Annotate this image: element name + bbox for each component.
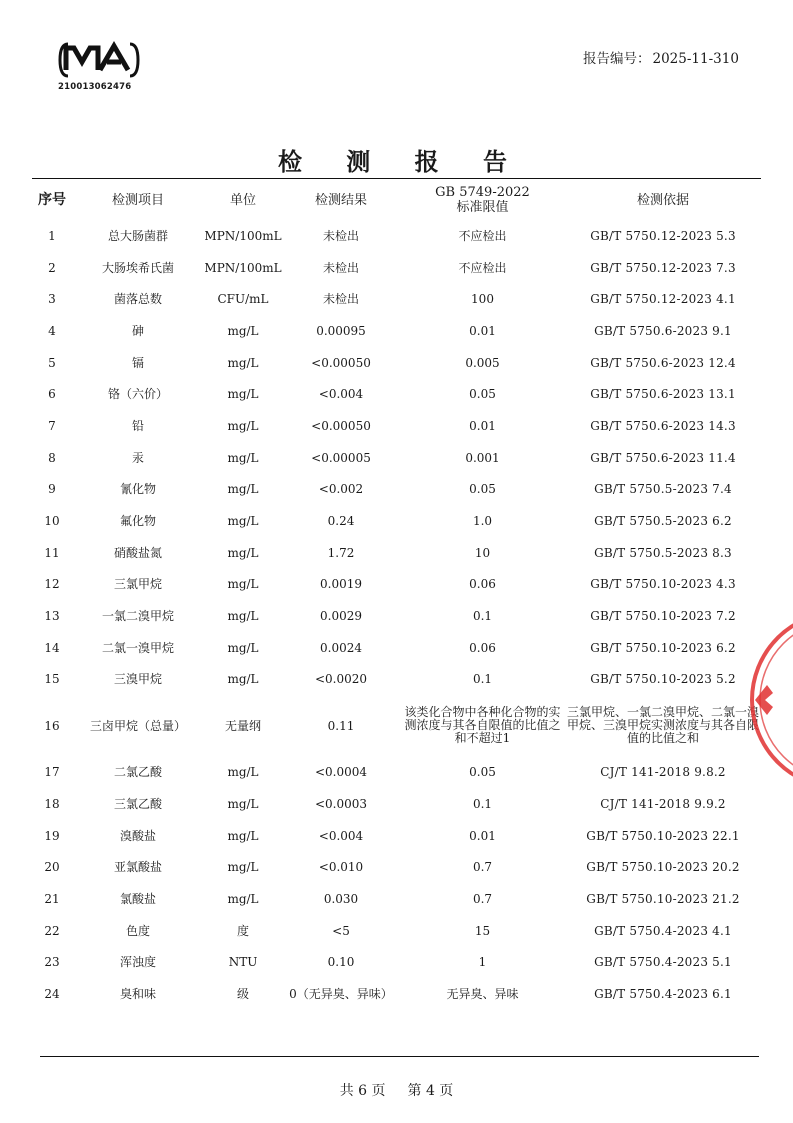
cell-result: 0.0019 — [320, 577, 362, 592]
cell-result: <0.0020 — [314, 672, 368, 687]
cell-seq: 2 — [48, 260, 56, 275]
cell-limit: 0.7 — [472, 860, 493, 875]
cell-basis: GB/T 5750.10-2023 7.2 — [590, 609, 736, 624]
table-row — [32, 474, 761, 506]
cell-seq: 1 — [48, 228, 56, 243]
report-number-label: 报告编号： — [583, 51, 651, 67]
cell-result: 未检出 — [322, 228, 359, 243]
cell-unit: mg/L — [227, 891, 259, 906]
cell-basis: GB/T 5750.5-2023 6.2 — [594, 514, 732, 529]
page-footer — [0, 1080, 793, 1100]
cell-unit: MPN/100mL — [204, 228, 282, 243]
cell-unit: CFU/mL — [217, 292, 269, 307]
cell-limit: 1 — [478, 955, 487, 970]
cell-item: 一氯二溴甲烷 — [101, 609, 174, 624]
cell-item: 菌落总数 — [113, 292, 162, 307]
table-row — [32, 883, 761, 915]
table-header-row — [32, 180, 761, 220]
cell-item: 三氯乙酸 — [113, 796, 162, 811]
cell-result: 未检出 — [322, 292, 359, 307]
cell-basis: GB/T 5750.4-2023 5.1 — [594, 955, 732, 970]
cell-result: 0.24 — [327, 514, 355, 529]
cell-item: 氰化物 — [119, 482, 156, 497]
cell-limit: 0.01 — [469, 323, 496, 338]
cell-seq: 22 — [44, 923, 60, 938]
table-row — [32, 946, 761, 978]
cell-basis: GB/T 5750.6-2023 9.1 — [594, 323, 732, 338]
cell-limit: 0.1 — [472, 672, 493, 687]
cell-item: 色度 — [125, 923, 150, 938]
cell-seq: 8 — [48, 450, 56, 465]
cell-basis: GB/T 5750.10-2023 6.2 — [590, 640, 736, 655]
cell-item: 亚氯酸盐 — [113, 860, 162, 875]
cell-basis — [565, 695, 761, 756]
cell-unit: 度 — [236, 923, 249, 938]
cell-item: 浑浊度 — [119, 955, 156, 970]
cell-item: 总大肠菌群 — [107, 228, 168, 243]
cell-basis: GB/T 5750.4-2023 4.1 — [594, 923, 732, 938]
cell-limit: 0.06 — [469, 640, 496, 655]
cell-result: <0.004 — [318, 828, 364, 843]
total-pages: 共 6 页 — [339, 1083, 386, 1099]
header-item: 检测项目 — [111, 192, 164, 208]
cell-unit: mg/L — [227, 609, 259, 624]
cell-item: 二氯一溴甲烷 — [101, 640, 174, 655]
table-row — [32, 600, 761, 632]
table-row — [32, 756, 761, 788]
red-seal-stamp — [745, 605, 793, 795]
cell-unit: mg/L — [227, 860, 259, 875]
table-row — [32, 695, 761, 756]
cell-item: 三溴甲烷 — [113, 672, 162, 687]
header-unit: 单位 — [229, 192, 256, 208]
cell-unit: mg/L — [227, 450, 259, 465]
cell-unit: mg/L — [227, 765, 259, 780]
cell-seq: 14 — [44, 640, 60, 655]
cell-item: 三氯甲烷 — [113, 577, 162, 592]
cell-basis: GB/T 5750.10-2023 4.3 — [590, 577, 736, 592]
cell-unit: mg/L — [227, 545, 259, 560]
cell-limit: 0.1 — [472, 609, 493, 624]
table-row — [32, 315, 761, 347]
cell-unit: MPN/100mL — [204, 260, 282, 275]
cell-result: 未检出 — [322, 260, 359, 275]
report-number-value: 2025-11-310 — [652, 51, 739, 67]
cell-limit: 0.01 — [469, 418, 496, 433]
cell-basis: GB/T 5750.10-2023 21.2 — [586, 891, 740, 906]
cell-result: 0.11 — [327, 718, 355, 733]
cell-item: 溴酸盐 — [119, 828, 156, 843]
cell-result: <0.00050 — [311, 418, 371, 433]
cell-result: 0.10 — [327, 955, 355, 970]
cell-limit: 0.1 — [472, 796, 493, 811]
cell-item: 二氯乙酸 — [113, 765, 162, 780]
cell-seq: 15 — [44, 672, 60, 687]
cell-unit: mg/L — [227, 482, 259, 497]
cell-basis: CJ/T 141-2018 9.8.2 — [600, 765, 726, 780]
cell-limit: 100 — [471, 292, 494, 307]
header-basis: 检测依据 — [636, 192, 689, 208]
page-title: 检 测 报 告 — [277, 147, 526, 176]
cell-limit: 0.05 — [469, 387, 496, 402]
header-rule — [32, 178, 761, 179]
cell-result: <0.00005 — [311, 450, 371, 465]
table-row — [32, 632, 761, 664]
cell-basis: GB/T 5750.5-2023 7.4 — [594, 482, 732, 497]
cell-limit: 无异臭、异味 — [446, 986, 519, 1001]
cell-limit: 1.0 — [472, 514, 493, 529]
table-row — [32, 505, 761, 537]
cell-limit: 0.005 — [465, 355, 500, 370]
cell-unit: mg/L — [227, 514, 259, 529]
cell-seq: 4 — [48, 323, 56, 338]
cell-item: 汞 — [131, 450, 144, 465]
cell-limit: 15 — [474, 923, 491, 938]
cell-result: <5 — [332, 923, 350, 938]
cell-unit: NTU — [228, 955, 258, 970]
table-row — [32, 252, 761, 284]
table-row — [32, 978, 761, 1010]
report-number — [583, 47, 739, 67]
cell-item: 镉 — [131, 355, 144, 370]
cell-result: 0.0024 — [320, 640, 362, 655]
cell-basis: GB/T 5750.4-2023 6.1 — [594, 986, 732, 1001]
cell-seq: 24 — [44, 986, 60, 1001]
table-row — [32, 788, 761, 820]
header-standard-code: GB 5749-2022 — [435, 185, 530, 200]
cell-item: 三卤甲烷（总量） — [89, 718, 186, 733]
cell-basis: GB/T 5750.6-2023 11.4 — [590, 450, 736, 465]
cell-seq: 21 — [44, 891, 60, 906]
cell-item: 铅 — [131, 418, 144, 433]
cell-item: 硝酸盐氮 — [113, 545, 162, 560]
table-row — [32, 820, 761, 852]
cell-limit-text: 该类化合物中各种化合物的实测浓度与其各自限值的比值之和不超过1 — [404, 705, 561, 746]
cell-seq: 20 — [44, 860, 60, 875]
cell-seq: 5 — [48, 355, 56, 370]
cell-unit: mg/L — [227, 796, 259, 811]
cell-limit: 0.01 — [469, 828, 496, 843]
cell-seq: 13 — [44, 609, 60, 624]
footer-rule — [40, 1056, 759, 1057]
cell-result: <0.0004 — [314, 765, 368, 780]
table-row — [32, 851, 761, 883]
cell-limit: 不应检出 — [458, 260, 507, 275]
results-table — [32, 180, 761, 1010]
cma-logo — [58, 40, 140, 100]
cell-result: <0.004 — [318, 387, 364, 402]
cell-item: 砷 — [131, 323, 144, 338]
cell-seq: 19 — [44, 828, 60, 843]
table-body — [32, 220, 761, 1010]
cell-limit: 0.7 — [472, 891, 493, 906]
cell-seq: 9 — [48, 482, 56, 497]
header-result: 检测结果 — [314, 192, 367, 208]
cell-item: 铬（六价） — [107, 387, 168, 402]
table-row — [32, 664, 761, 696]
cell-basis: GB/T 5750.10-2023 20.2 — [586, 860, 740, 875]
cell-seq: 12 — [44, 577, 60, 592]
cell-basis: CJ/T 141-2018 9.9.2 — [600, 796, 726, 811]
table-row — [32, 569, 761, 601]
cell-seq: 3 — [48, 292, 56, 307]
cell-limit: 不应检出 — [458, 228, 507, 243]
cell-limit: 0.06 — [469, 577, 496, 592]
cma-certificate-number: 210013062476 — [58, 82, 132, 92]
cell-result: <0.00050 — [311, 355, 371, 370]
cell-basis: GB/T 5750.10-2023 5.2 — [590, 672, 736, 687]
cell-result: <0.0003 — [314, 796, 368, 811]
cell-basis: GB/T 5750.12-2023 7.3 — [590, 260, 736, 275]
table-row — [32, 220, 761, 252]
cell-unit: mg/L — [227, 418, 259, 433]
current-page: 第 4 页 — [407, 1083, 454, 1099]
cell-result: 0.00095 — [316, 323, 366, 338]
cell-unit: mg/L — [227, 323, 259, 338]
cell-basis: GB/T 5750.12-2023 5.3 — [590, 228, 736, 243]
header-standard-label: 标准限值 — [456, 200, 509, 215]
cell-result: 1.72 — [327, 545, 355, 560]
cell-seq: 16 — [44, 718, 60, 733]
cell-seq: 7 — [48, 418, 56, 433]
cell-seq: 11 — [44, 545, 60, 560]
cell-unit: 无量纲 — [224, 718, 261, 733]
cell-result: <0.010 — [318, 860, 364, 875]
cell-result: 0（无异臭、异味） — [289, 986, 393, 1001]
cell-seq: 23 — [44, 955, 60, 970]
header-seq: 序号 — [38, 191, 66, 208]
cell-unit: 级 — [236, 986, 249, 1001]
cell-item: 氯酸盐 — [119, 891, 156, 906]
cell-limit: 0.05 — [469, 765, 496, 780]
cell-basis-text: 三氯甲烷、一氯二溴甲烷、二氯一溴甲烷、三溴甲烷实测浓度与其各自限值的比值之和 — [567, 705, 760, 746]
cell-unit: mg/L — [227, 672, 259, 687]
cell-basis: GB/T 5750.6-2023 12.4 — [590, 355, 736, 370]
cma-logo-mark — [58, 40, 140, 80]
cell-limit — [400, 695, 565, 756]
cell-result: <0.002 — [318, 482, 364, 497]
table-row — [32, 537, 761, 569]
cell-result: 0.0029 — [320, 609, 362, 624]
cell-unit: mg/L — [227, 577, 259, 592]
cell-unit: mg/L — [227, 640, 259, 655]
cell-basis: GB/T 5750.5-2023 8.3 — [594, 545, 732, 560]
table-row — [32, 410, 761, 442]
cell-limit: 0.001 — [465, 450, 500, 465]
table-row — [32, 283, 761, 315]
table-row — [32, 915, 761, 947]
cell-seq: 17 — [44, 765, 60, 780]
cell-unit: mg/L — [227, 828, 259, 843]
cell-unit: mg/L — [227, 355, 259, 370]
cell-seq: 18 — [44, 796, 60, 811]
table-row — [32, 378, 761, 410]
cell-basis: GB/T 5750.10-2023 22.1 — [586, 828, 740, 843]
cell-basis: GB/T 5750.6-2023 14.3 — [590, 418, 736, 433]
table-row — [32, 347, 761, 379]
cell-basis: GB/T 5750.6-2023 13.1 — [590, 387, 736, 402]
cell-basis: GB/T 5750.12-2023 4.1 — [590, 292, 736, 307]
header-standard — [400, 180, 565, 220]
cell-limit: 10 — [474, 545, 491, 560]
cell-result: 0.030 — [323, 891, 359, 906]
cell-item: 大肠埃希氏菌 — [101, 260, 174, 275]
table-row — [32, 442, 761, 474]
cell-unit: mg/L — [227, 387, 259, 402]
cell-item: 臭和味 — [119, 986, 156, 1001]
cell-seq: 10 — [44, 514, 60, 529]
cell-limit: 0.05 — [469, 482, 496, 497]
cell-item: 氟化物 — [119, 514, 156, 529]
cell-seq: 6 — [48, 387, 56, 402]
